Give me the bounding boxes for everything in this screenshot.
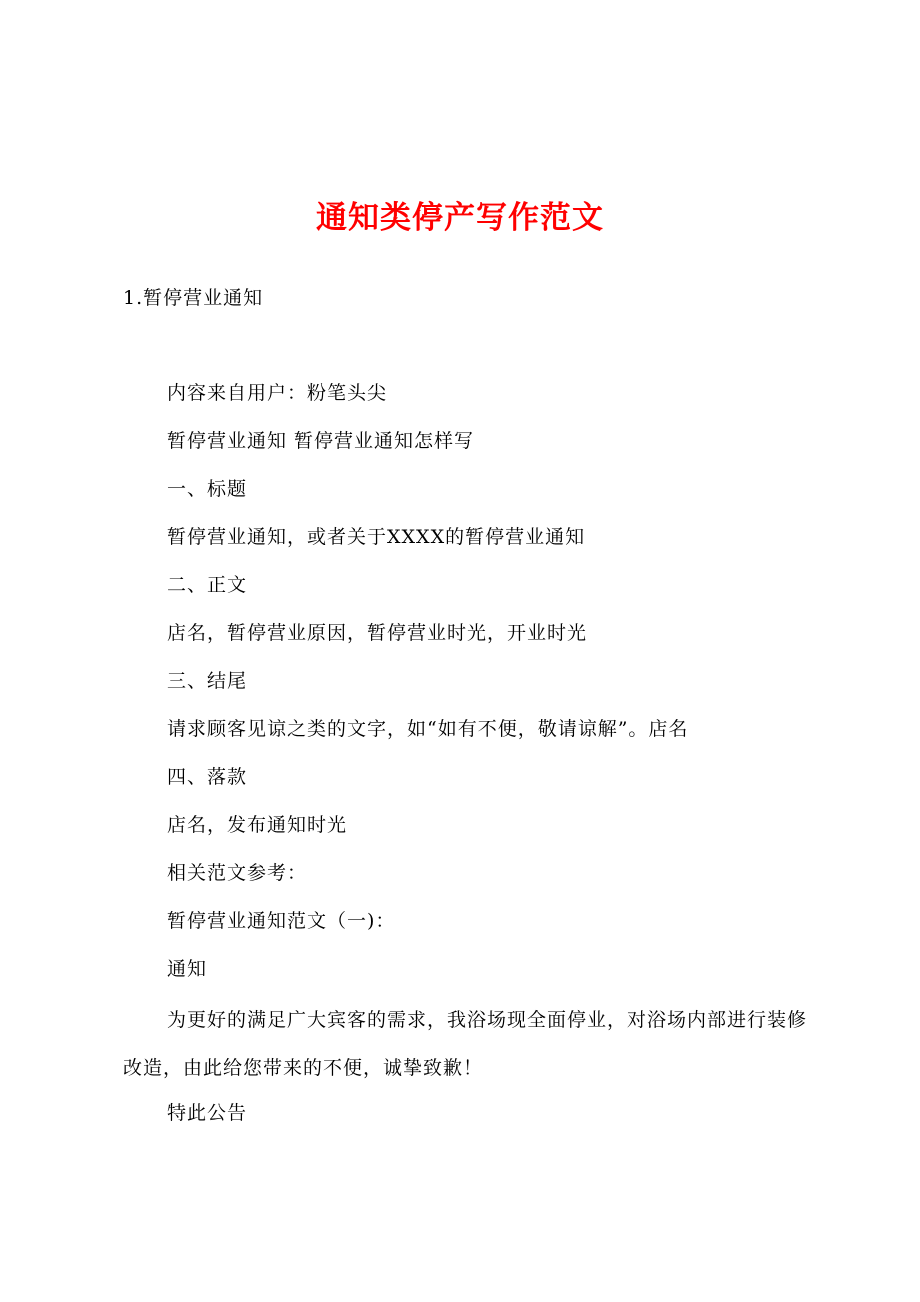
paragraph-heading-body: 二、正文 <box>167 574 248 596</box>
paragraph-title-desc: 暂停营业通知，或者关于XXXX的暂停营业通知 <box>167 526 586 548</box>
paragraph-example-heading: 暂停营业通知范文（一)： <box>167 910 396 932</box>
paragraph-notice-label: 通知 <box>167 958 208 980</box>
paragraph-closing: 特此公告 <box>167 1102 248 1124</box>
paragraph-source: 内容来自用户：粉笔头尖 <box>167 382 388 404</box>
paragraph-ending-desc: 请求顾客见谅之类的文字，如“如有不便，敬请谅解”。店名 <box>167 718 689 740</box>
document-title: 通知类停产写作范文 <box>316 200 604 236</box>
paragraph-signature-desc: 店名，发布通知时光 <box>167 814 348 836</box>
section-heading: 1.暂停营业通知 <box>123 287 264 309</box>
paragraph-heading-ending: 三、结尾 <box>167 670 248 692</box>
paragraph-references: 相关范文参考： <box>167 862 308 884</box>
paragraph-heading-title: 一、标题 <box>167 478 248 500</box>
paragraph-subtitle: 暂停营业通知 暂停营业通知怎样写 <box>167 430 475 452</box>
paragraph-body-desc: 店名，暂停营业原因，暂停营业时光，开业时光 <box>167 622 588 644</box>
paragraph-notice-body: 为更好的满足广大宾客的需求，我浴场现全面停业，对浴场内部进行装修改造，由此给您带来的不便，诚挚致歉！ <box>123 1009 808 1079</box>
paragraph-heading-signature: 四、落款 <box>167 766 248 788</box>
